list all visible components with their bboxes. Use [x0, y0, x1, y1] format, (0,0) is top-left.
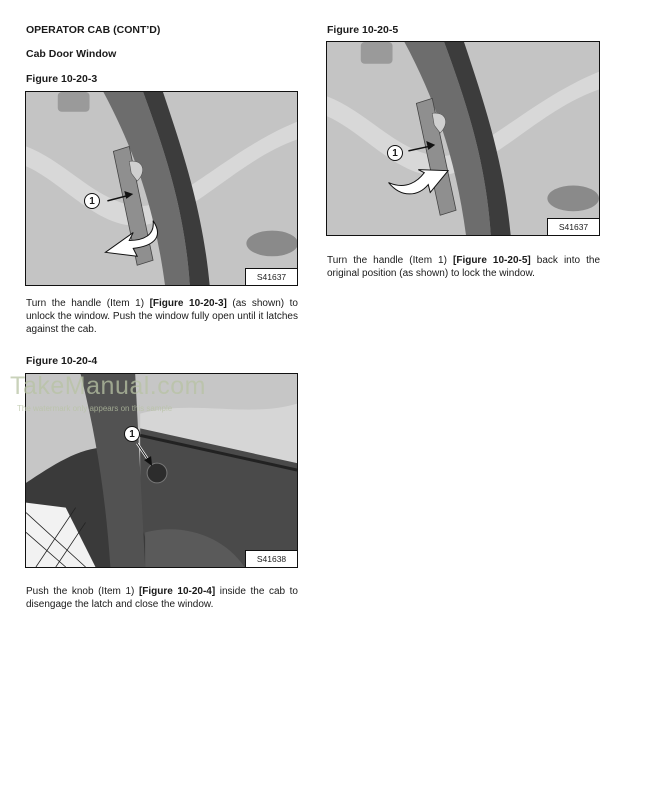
paragraph-text: Turn the handle (Item 1): [327, 255, 453, 266]
callout-item-1: 1: [387, 145, 403, 161]
callout-item-1: 1: [124, 426, 140, 442]
figure-10-20-5: [326, 41, 600, 236]
subsection-title: Cab Door Window: [26, 48, 117, 60]
figure-label-10-20-4: Figure 10-20-4: [26, 355, 98, 367]
callout-item-1: 1: [84, 193, 100, 209]
figure-image-id: S41637: [245, 268, 297, 285]
figure-label-10-20-3: Figure 10-20-3: [26, 73, 98, 85]
paragraph-text: inside the cab to disengage the latch and close the window.: [26, 586, 298, 610]
figure-10-20-3: [25, 91, 298, 286]
paragraph-text: back into the original position (as shown) to lock the window.: [327, 255, 601, 279]
figure-reference[interactable]: [Figure 10-20-4]: [138, 586, 216, 597]
figure-10-20-4: [25, 373, 298, 568]
paragraph-text: (as shown) to unlock the window. Push the window fully open until it latches against the cab.: [26, 298, 298, 335]
figure-image-id: S41637: [547, 218, 599, 235]
paragraph-text: Push the knob (Item 1): [26, 586, 139, 597]
watermark-note: The watermark only appears on this sample: [17, 404, 173, 413]
knob-illustration: [26, 374, 297, 567]
figure-image-id: S41638: [245, 550, 297, 567]
figure-reference[interactable]: [Figure 10-20-3]: [149, 298, 227, 309]
figure-label-10-20-5: Figure 10-20-5: [327, 24, 399, 36]
paragraph-text: Turn the handle (Item 1): [26, 298, 150, 309]
handle-lock-illustration: [327, 42, 599, 235]
section-title: OPERATOR CAB (CONT’D): [26, 24, 161, 36]
paragraph-close-window: [26, 585, 298, 611]
paragraph-lock-window: [327, 254, 600, 280]
watermark-logo: TakeManual.com: [10, 372, 206, 400]
figure-reference[interactable]: [Figure 10-20-5]: [453, 255, 531, 266]
handle-open-illustration: [26, 92, 297, 285]
paragraph-unlock-window: [26, 297, 298, 336]
